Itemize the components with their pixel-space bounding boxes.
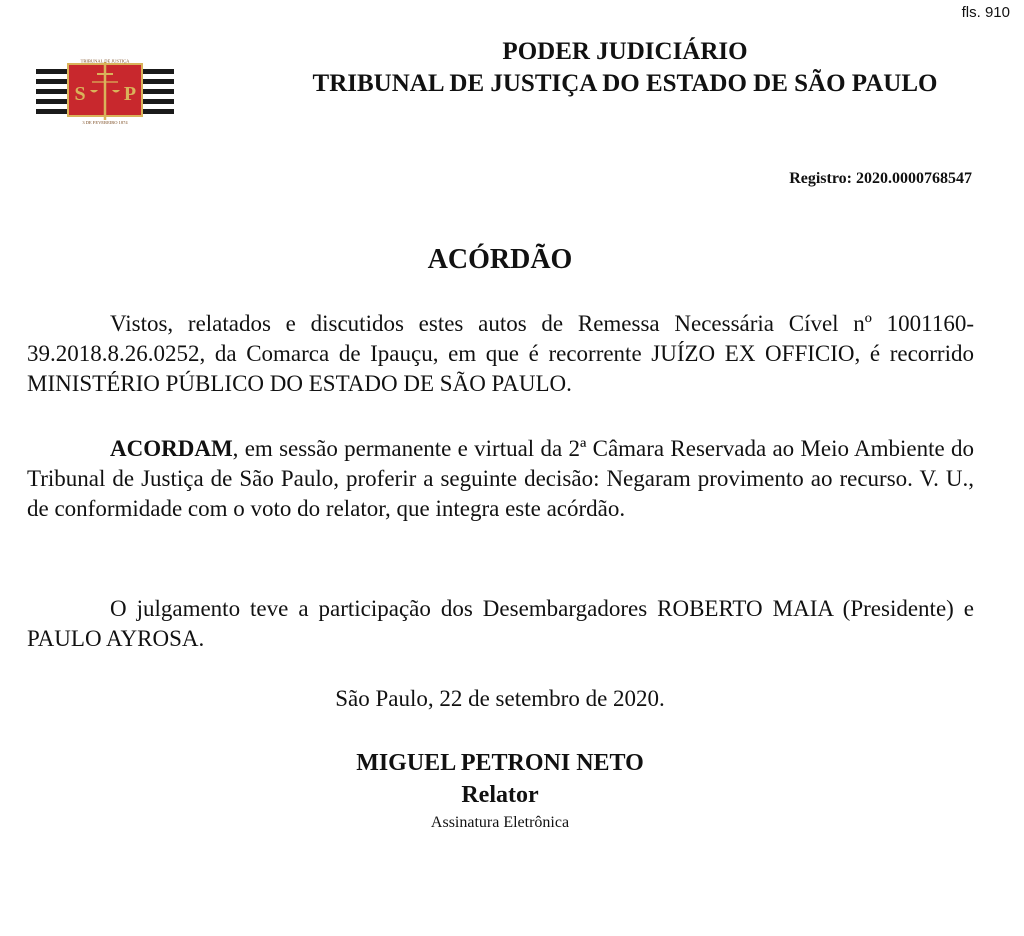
- decision-text: , em sessão permanente e virtual da 2ª Câmara Reservada ao Meio Ambiente do Tribunal de Justiça de São Paulo, proferir a seguinte decisão: Negaram provimento ao recurso. V. U., de conformidade com o voto do relator, que integra este acórdão.: [27, 436, 974, 521]
- electronic-signature-note: Assinatura Eletrônica: [430, 814, 570, 831]
- logo-top-text: TRIBUNAL DE JUSTIÇA: [80, 58, 130, 64]
- header-line-judiciary: PODER JUDICIÁRIO: [502, 38, 748, 65]
- logo-bottom-text: 3 DE FEVEREIRO 1874: [82, 120, 128, 125]
- logo-letter-p: P: [123, 83, 137, 105]
- page-number: fls. 910: [961, 4, 1010, 21]
- document-title: ACÓRDÃO: [427, 244, 573, 275]
- signatory-role: Relator: [461, 782, 539, 808]
- registration-value: 2020.0000768547: [856, 170, 972, 187]
- signatory-name: MIGUEL PETRONI NETO: [356, 750, 644, 776]
- registration-number: [789, 170, 972, 188]
- header-line-court: TRIBUNAL DE JUSTIÇA DO ESTADO DE SÃO PAULO: [312, 70, 938, 97]
- logo-letter-s: S: [74, 83, 86, 105]
- document-date: São Paulo, 22 de setembro de 2020.: [335, 686, 665, 711]
- paragraph-decision: [27, 434, 974, 524]
- document-header: [270, 36, 980, 100]
- paragraph-participants: O julgamento teve a participação dos Desembargadores ROBERTO MAIA (Presidente) e PAULO AYROSA.: [27, 596, 974, 651]
- decision-lead: ACORDAM: [110, 436, 233, 461]
- registration-label: Registro:: [789, 170, 852, 187]
- tjsp-coat-of-arms-logo: [34, 58, 176, 126]
- paragraph-case-details: Vistos, relatados e discutidos estes autos de Remessa Necessária Cível nº 1001160-39.2018.8.26.0252, da Comarca de Ipauçu, em que é recorrente JUÍZO EX OFFICIO, é recorrido MINISTÉRIO PÚBLICO DO ESTADO DE SÃO PAULO.: [27, 311, 974, 396]
